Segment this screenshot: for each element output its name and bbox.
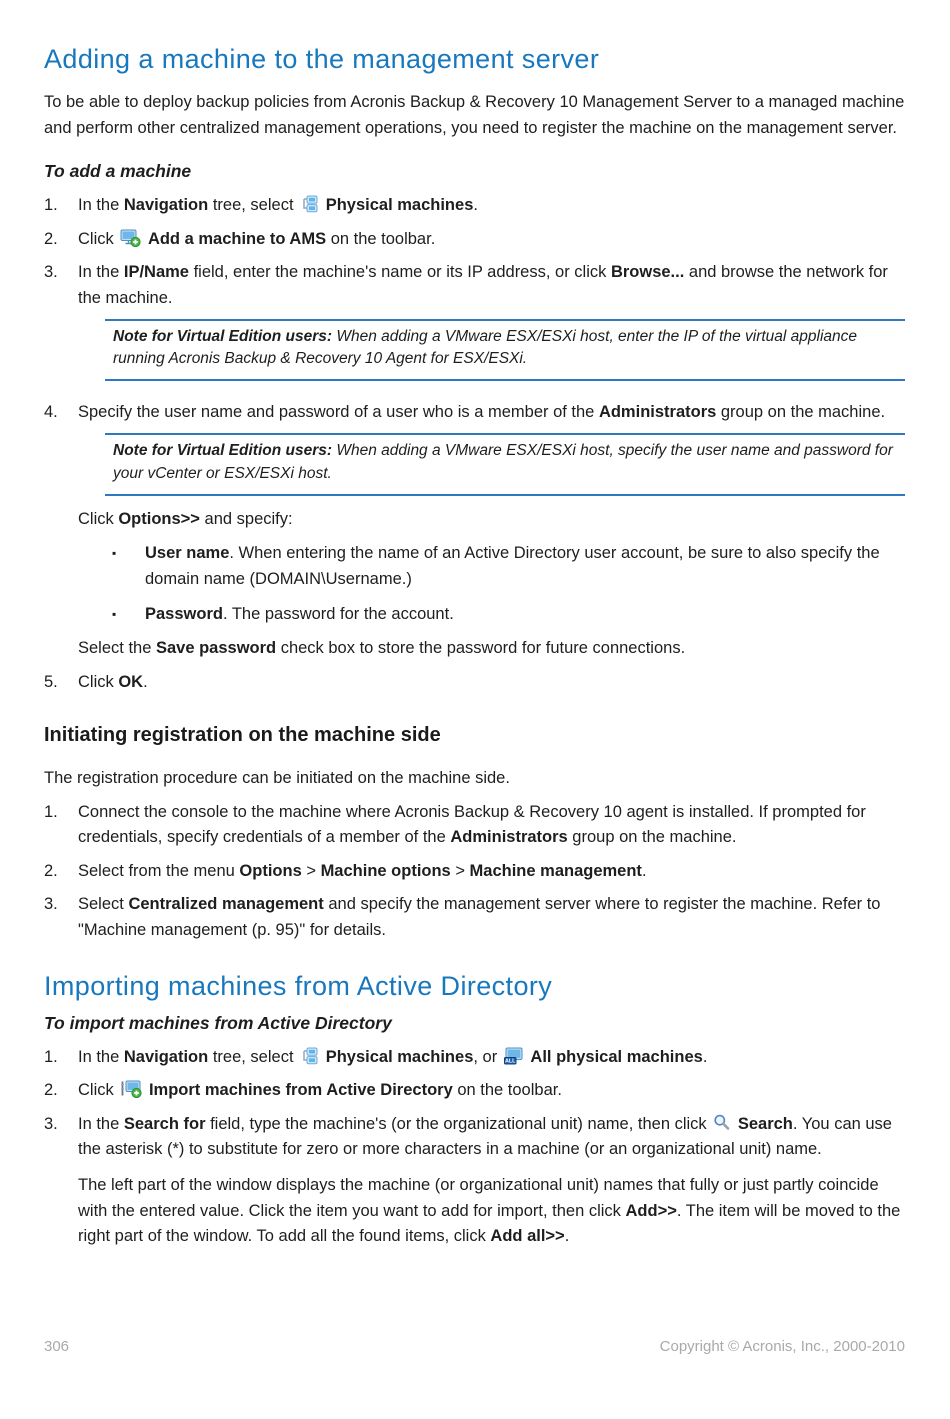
list-item — [44, 400, 905, 661]
text-segment: . — [564, 1227, 570, 1246]
text-segment: Add>> — [625, 1201, 677, 1220]
text-segment: . The password for the account. — [222, 604, 454, 623]
all-badge-text: ALL — [504, 1058, 516, 1065]
text-segment: User name — [145, 544, 230, 563]
text-segment: Specify the user name and password of a user who is a member of the — [78, 403, 599, 422]
text-segment: Select — [78, 895, 129, 914]
text-segment: . You can use the asterisk (*) to substitute for zero or more characters in a machine (or an organizational unit) name. — [78, 1114, 892, 1159]
text-segment: . When entering the name of an Active Directory user account, be sure to also specify the domain name (DOMAIN\Username.) — [145, 544, 880, 588]
subsection-title-initiating-registration: Initiating registration on the machine side — [44, 724, 441, 747]
list-item-text — [78, 1045, 905, 1071]
list-item-text — [78, 1078, 905, 1104]
text-segment: In the — [78, 263, 124, 282]
text-segment: group on the machine. — [716, 403, 886, 422]
text-segment: check box to store the password for future connections. — [276, 639, 686, 658]
text-segment: Note for Virtual Edition users: — [113, 327, 333, 345]
list-item-body — [78, 260, 905, 392]
text-segment: When adding a VMware ESX/ESXi host, enter the IP of the virtual appliance running Acronis Backup & Recovery 10 Agent for ESX/ESXi. — [113, 327, 858, 368]
list-item-text — [78, 193, 905, 219]
text-segment: tree, select — [208, 196, 299, 215]
list-marker: 1. — [44, 802, 58, 821]
import-steps — [44, 1045, 905, 1250]
registration-steps — [44, 800, 905, 944]
text-segment: Options>> — [118, 509, 200, 528]
text-segment: . The item will be moved to the right part of the window. To add all the found items, click — [78, 1201, 901, 1246]
text-segment: Search for — [123, 1114, 206, 1133]
text-segment: Click — [78, 509, 119, 528]
text-segment: . — [702, 1047, 708, 1066]
list-item — [44, 670, 905, 696]
list-item-body — [78, 400, 905, 661]
text-segment: In the — [78, 196, 124, 215]
list-item — [44, 800, 905, 851]
text-segment: Search — [737, 1114, 793, 1133]
list-marker: 4. — [44, 403, 58, 422]
text-segment: Options — [239, 861, 302, 880]
text-segment: > — [450, 861, 470, 880]
text-segment: Note for Virtual Edition users: — [113, 441, 333, 459]
intro-paragraph: To be able to deploy backup policies from Acronis Backup & Recovery 10 Management Server to a managed machine and perform other centralized management operations, you need to register the machine on the management server. — [44, 93, 905, 137]
bullet-marker: ▪ — [112, 546, 117, 561]
bullet-marker: ▪ — [112, 606, 117, 621]
text-segment: and specify the management server where to register the machine. Refer to "Machine management (p. 95)" for details. — [78, 895, 881, 940]
list-marker: 3. — [44, 263, 58, 282]
text-segment: Administrators — [450, 828, 568, 847]
list-item-text — [78, 892, 905, 943]
page-number: 306 — [44, 1338, 70, 1355]
list-item-body — [78, 1112, 905, 1250]
text-segment: . — [143, 672, 148, 691]
list-item — [44, 193, 905, 219]
text-segment: Browse... — [610, 263, 685, 282]
text-segment: Password — [145, 604, 223, 623]
import-machines-from-ad-icon — [120, 1080, 142, 1098]
list-marker: 2. — [44, 1081, 58, 1100]
text-segment: on the toolbar. — [452, 1081, 562, 1100]
text-segment: When adding a VMware ESX/ESXi host, specify the user name and password for your vCenter or ESX/ESXi host. — [113, 441, 893, 482]
text-segment: Navigation — [123, 196, 209, 215]
text-segment: Click — [78, 672, 119, 691]
copyright-text: Copyright © Acronis, Inc., 2000-2010 — [659, 1338, 905, 1355]
text-segment: Connect the console to the machine where Acronis Backup & Recovery 10 agent is installed. If prompted for credentials, specify credentials of a member of the — [78, 802, 866, 847]
text-segment: and specify: — [199, 509, 293, 528]
text-segment: Save password — [155, 639, 277, 658]
text-segment: Select the — [78, 639, 156, 658]
list-item — [44, 892, 905, 943]
text-segment: In the — [78, 1114, 124, 1133]
text-segment: Click — [78, 229, 119, 248]
text-segment: IP/Name — [123, 263, 189, 282]
procedure-subtitle-import-machines: To import machines from Active Directory — [44, 1012, 392, 1033]
list-marker: 5. — [44, 672, 58, 691]
text-segment: Add a machine to AMS — [147, 229, 327, 248]
list-item — [44, 859, 905, 885]
list-marker: 1. — [44, 1047, 58, 1066]
text-segment: Centralized management — [128, 895, 324, 914]
bullet-text — [145, 541, 905, 592]
add-machine-steps — [44, 193, 905, 695]
list-item-text — [78, 670, 905, 696]
list-item — [44, 1045, 905, 1071]
text-segment: tree, select — [208, 1047, 299, 1066]
note-virtual-edition-2 — [105, 433, 905, 496]
all-physical-machines-icon — [504, 1047, 524, 1065]
text-segment: Navigation — [123, 1047, 209, 1066]
physical-machines-tree-icon — [300, 195, 319, 213]
text-segment: All physical machines — [530, 1047, 703, 1066]
section-title-importing-machines: Importing machines from Active Directory — [44, 970, 553, 1001]
list-item — [44, 260, 905, 392]
text-segment: Physical machines — [325, 196, 474, 215]
list-item — [44, 1078, 905, 1104]
text-segment: OK — [118, 672, 144, 691]
add-machine-to-ams-icon — [120, 229, 141, 247]
list-marker: 2. — [44, 229, 58, 248]
text-segment: The left part of the window displays the machine (or organizational unit) names that fully or just partly coincide with the entered value. Click the item you want to add for import, then click — [78, 1176, 879, 1220]
save-password-line — [78, 636, 905, 662]
text-segment: field, type the machine's (or the organizational unit) name, then click — [205, 1114, 712, 1133]
list-item-text — [78, 227, 905, 253]
list-marker: 2. — [44, 861, 58, 880]
physical-machines-tree-icon — [300, 1047, 319, 1065]
text-segment: Import machines from Active Directory — [148, 1081, 453, 1100]
text-segment: , or — [473, 1047, 502, 1066]
procedure-subtitle-add-machine: To add a machine — [44, 161, 192, 182]
list-item-text — [78, 800, 905, 851]
bullet-text — [145, 602, 905, 628]
list-item-text — [78, 859, 905, 885]
list-item-text — [78, 260, 905, 311]
search-icon — [713, 1114, 731, 1132]
text-segment: Physical machines — [325, 1047, 474, 1066]
text-segment: on the toolbar. — [326, 229, 436, 248]
note-virtual-edition-1 — [105, 319, 905, 382]
list-item-text — [78, 400, 905, 426]
bullet-item — [112, 541, 905, 592]
page-footer — [44, 1338, 905, 1355]
text-segment: Machine options — [320, 861, 451, 880]
options-line — [78, 507, 905, 533]
text-segment: Administrators — [598, 403, 717, 422]
list-marker: 3. — [44, 895, 58, 914]
text-segment: group on the machine. — [567, 828, 737, 847]
text-segment: > — [301, 861, 321, 880]
text-segment: field, enter the machine's name or its IP address, or click — [189, 263, 611, 282]
text-segment: . — [641, 861, 647, 880]
section-title-adding-machine: Adding a machine to the management server — [44, 44, 600, 74]
text-segment: . — [473, 196, 478, 215]
text-segment: Select from the menu — [78, 861, 240, 880]
list-marker: 1. — [44, 196, 58, 215]
list-item — [44, 227, 905, 253]
text-segment: Click — [78, 1081, 119, 1100]
text-segment: Machine management — [469, 861, 642, 880]
list-item — [44, 1112, 905, 1250]
text-segment: In the — [78, 1047, 124, 1066]
bullet-item — [112, 602, 905, 628]
list-item-text — [78, 1112, 905, 1163]
registration-paragraph: The registration procedure can be initiated on the machine side. — [44, 769, 510, 788]
list-marker: 3. — [44, 1114, 58, 1133]
text-segment: Add all>> — [490, 1227, 565, 1246]
list-item-continuation — [78, 1173, 905, 1250]
text-segment: and browse the network for the machine. — [78, 263, 888, 307]
